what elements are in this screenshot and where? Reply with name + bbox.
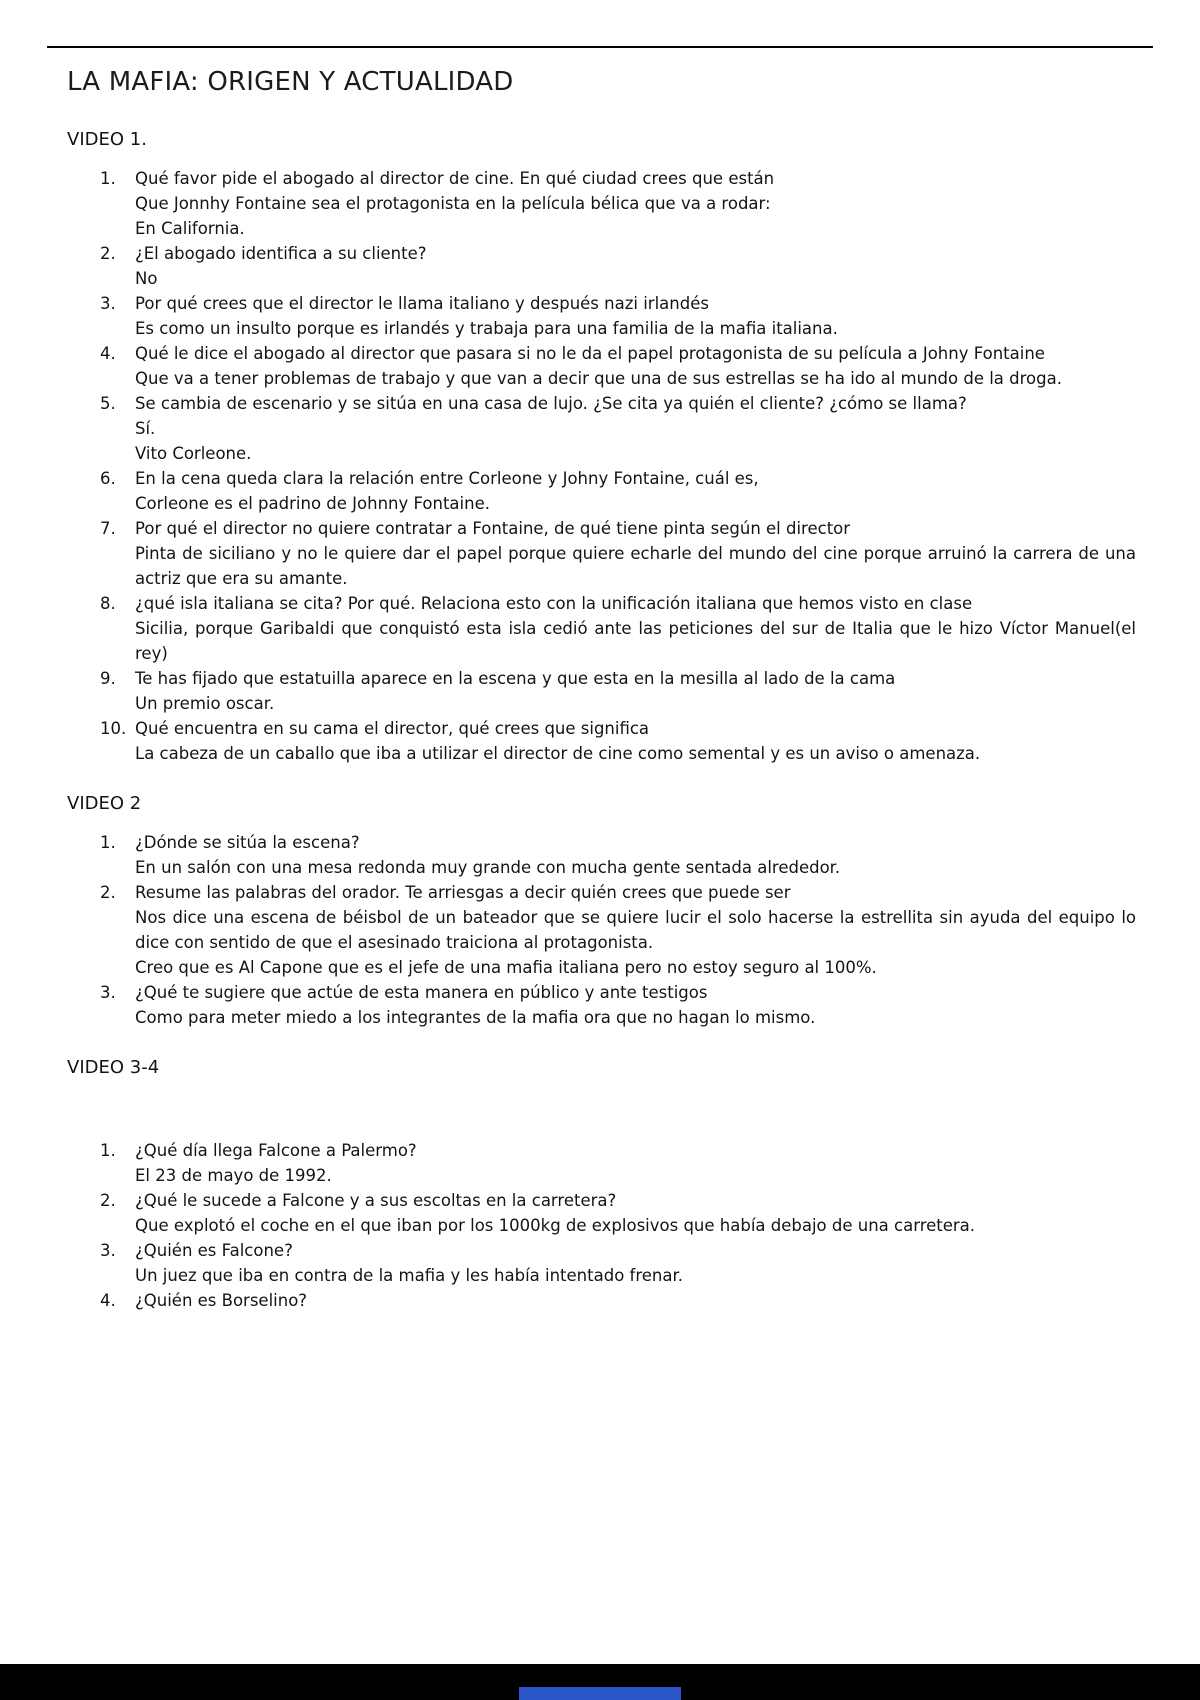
item-body	[135, 591, 1136, 666]
answer-text: Sí.	[135, 419, 156, 438]
item-number: 3.	[100, 1241, 116, 1260]
item-number: 1.	[100, 1141, 116, 1160]
item-body	[135, 716, 1136, 766]
answer-text: El 23 de mayo de 1992.	[135, 1166, 332, 1185]
item-number: 6.	[100, 469, 116, 488]
list-item	[100, 391, 1136, 466]
question-list	[67, 830, 1136, 1030]
answer-text: No	[135, 269, 158, 288]
item-body	[135, 830, 1136, 880]
item-body	[135, 466, 1136, 516]
item-number: 3.	[100, 294, 116, 313]
answer-text: Corleone es el padrino de Johnny Fontaine.	[135, 494, 490, 513]
item-number: 9.	[100, 669, 116, 688]
item-number: 8.	[100, 594, 116, 613]
item-number: 4.	[100, 344, 116, 363]
list-item	[100, 880, 1136, 980]
item-body	[135, 1188, 1136, 1238]
section-heading: VIDEO 3-4	[67, 1057, 160, 1078]
question-text: ¿Dónde se sitúa la escena?	[135, 833, 360, 852]
answer-text: Vito Corleone.	[135, 444, 252, 463]
question-text: ¿qué isla italiana se cita? Por qué. Relaciona esto con la unificación italiana que hemos visto en clase	[135, 594, 973, 613]
list-item	[100, 1138, 1136, 1188]
list-item	[100, 241, 1136, 291]
list-item	[100, 1188, 1136, 1238]
footer-bar	[0, 1664, 1200, 1700]
list-item	[100, 166, 1136, 241]
question-text: Resume las palabras del orador. Te arriesgas a decir quién crees que puede ser	[135, 883, 791, 902]
answer-text: Como para meter miedo a los integrantes de la mafia ora que no hagan lo mismo.	[135, 1008, 816, 1027]
question-text: ¿Quién es Falcone?	[135, 1241, 293, 1260]
item-number: 3.	[100, 983, 116, 1002]
list-item	[100, 466, 1136, 516]
answer-text: Que va a tener problemas de trabajo y que van a decir que una de sus estrellas se ha ido al mundo de la droga.	[135, 369, 1062, 388]
item-number: 1.	[100, 833, 116, 852]
answer-text: Creo que es Al Capone que es el jefe de una mafia italiana pero no estoy seguro al 100%.	[135, 958, 877, 977]
item-number: 2.	[100, 883, 116, 902]
list-item	[100, 1238, 1136, 1288]
item-body	[135, 291, 1136, 341]
item-number: 2.	[100, 244, 116, 263]
section-heading: VIDEO 1.	[67, 129, 147, 150]
item-body	[135, 391, 1136, 466]
list-item	[100, 291, 1136, 341]
item-body	[135, 1288, 1136, 1313]
question-text: Qué le dice el abogado al director que pasara si no le da el papel protagonista de su película a Johny Fontaine	[135, 344, 1045, 363]
item-body	[135, 980, 1136, 1030]
answer-text: Un premio oscar.	[135, 694, 275, 713]
answer-text: Que explotó el coche en el que iban por los 1000kg de explosivos que había debajo de una carretera.	[135, 1216, 976, 1235]
item-number: 7.	[100, 519, 116, 538]
footer-accent	[519, 1687, 681, 1700]
item-body	[135, 1238, 1136, 1288]
question-text: ¿El abogado identifica a su cliente?	[135, 244, 427, 263]
list-item	[100, 341, 1136, 391]
item-body	[135, 666, 1136, 716]
list-item	[100, 716, 1136, 766]
item-number: 4.	[100, 1291, 116, 1310]
item-body	[135, 166, 1136, 241]
item-number: 5.	[100, 394, 116, 413]
question-text: ¿Qué te sugiere que actúe de esta manera en público y ante testigos	[135, 983, 708, 1002]
question-text: ¿Qué día llega Falcone a Palermo?	[135, 1141, 417, 1160]
item-body	[135, 1138, 1136, 1188]
list-item	[100, 1288, 1136, 1313]
list-item	[100, 980, 1136, 1030]
item-body	[135, 516, 1136, 591]
item-body	[135, 341, 1136, 391]
section-heading: VIDEO 2	[67, 793, 142, 814]
answer-text: Que Jonnhy Fontaine sea el protagonista en la película bélica que va a rodar:	[135, 194, 771, 213]
answer-text: Es como un insulto porque es irlandés y trabaja para una familia de la mafia italiana.	[135, 319, 838, 338]
question-text: Te has fijado que estatuilla aparece en la escena y que esta en la mesilla al lado de la cama	[135, 669, 896, 688]
list-item	[100, 830, 1136, 880]
item-number: 10.	[100, 719, 127, 738]
question-text: Se cambia de escenario y se sitúa en una casa de lujo. ¿Se cita ya quién el cliente? ¿cómo se llama?	[135, 394, 967, 413]
question-text: ¿Qué le sucede a Falcone y a sus escoltas en la carretera?	[135, 1191, 617, 1210]
question-text: Qué encuentra en su cama el director, qué crees que significa	[135, 719, 650, 738]
answer-text: Sicilia, porque Garibaldi que conquistó esta isla cedió ante las peticiones del sur de Italia que le hizo Víctor Manuel(el rey)	[135, 619, 1136, 663]
question-text: Por qué crees que el director le llama italiano y después nazi irlandés	[135, 294, 709, 313]
question-list	[67, 1138, 1136, 1313]
list-item	[100, 666, 1136, 716]
question-text: En la cena queda clara la relación entre Corleone y Johny Fontaine, cuál es,	[135, 469, 759, 488]
answer-text: Nos dice una escena de béisbol de un bateador que se quiere lucir el solo hacerse la estrellita sin ayuda del equipo lo dice con sentido de que el asesinado traiciona al protagonista.	[135, 908, 1136, 952]
answer-text: En un salón con una mesa redonda muy grande con mucha gente sentada alrededor.	[135, 858, 841, 877]
question-list	[67, 166, 1136, 766]
answer-text: En California.	[135, 219, 245, 238]
page-title: LA MAFIA: ORIGEN Y ACTUALIDAD	[67, 67, 514, 97]
list-item	[100, 516, 1136, 591]
question-text: Qué favor pide el abogado al director de cine. En qué ciudad crees que están	[135, 169, 775, 188]
answer-text: Un juez que iba en contra de la mafia y les había intentado frenar.	[135, 1266, 683, 1285]
answer-text: La cabeza de un caballo que iba a utilizar el director de cine como semental y es un aviso o amenaza.	[135, 744, 981, 763]
item-body	[135, 880, 1136, 980]
item-number: 2.	[100, 1191, 116, 1210]
answer-text: Pinta de siciliano y no le quiere dar el papel porque quiere echarle del mundo del cine porque arruinó la carrera de una actriz que era su amante.	[135, 544, 1136, 588]
top-rule	[47, 46, 1153, 48]
question-text: Por qué el director no quiere contratar a Fontaine, de qué tiene pinta según el director	[135, 519, 851, 538]
question-text: ¿Quién es Borselino?	[135, 1291, 308, 1310]
list-item	[100, 591, 1136, 666]
item-body	[135, 241, 1136, 291]
item-number: 1.	[100, 169, 116, 188]
